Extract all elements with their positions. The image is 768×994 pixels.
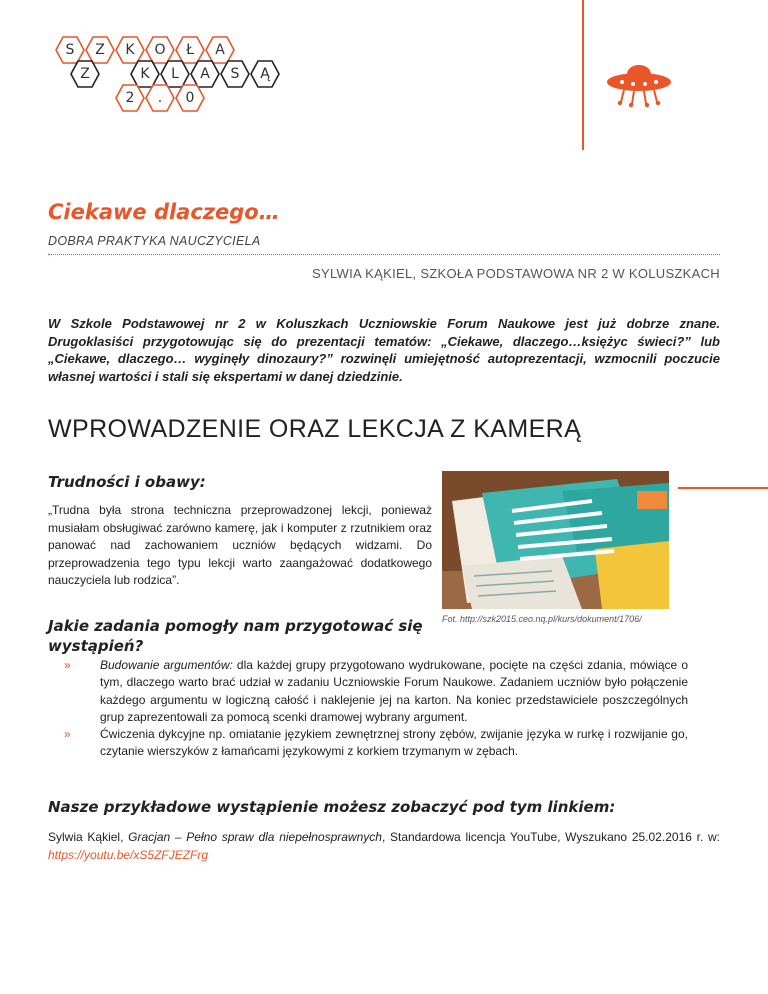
video-citation bbox=[48, 829, 720, 864]
ufo-icon bbox=[604, 62, 674, 108]
citation-work: Gracjan – Pełno spraw dla niepełnosprawnych bbox=[128, 830, 382, 844]
section-heading: WPROWADZENIE ORAZ LEKCJA Z KAMERĄ bbox=[48, 415, 582, 443]
logo-hex: A bbox=[205, 36, 235, 64]
teacher-quote: „Trudna była strona techniczna przeprowadzonej lekcji, ponieważ musiałam obsługiwać zarówno kamerę, jak i komputer z rzutnikiem oraz panować nad zachowaniem uczniów będących widzami. Do przeprowadzenia tego typu lekcji warto zaangażować dodatkowego nauczyciela lub rodzica”. bbox=[48, 503, 432, 587]
logo-hex: A bbox=[190, 60, 220, 88]
subheading-tasks: Jakie zadania pomogły nam przygotować się wystąpień? bbox=[48, 617, 423, 655]
subheading-difficulties: Trudności i obawy: bbox=[48, 473, 206, 491]
task-lead: Budowanie argumentów: bbox=[100, 658, 233, 672]
article-title: Ciekawe dlaczego… bbox=[48, 200, 280, 224]
photo-caption: Fot. http://szk2015.ceo.nq.pl/kurs/dokument/1706/ bbox=[442, 614, 642, 624]
logo-hex: S bbox=[55, 36, 85, 64]
youtube-link[interactable]: https://youtu.be/xS5ZFJEZFrg bbox=[48, 847, 209, 862]
logo-hex: K bbox=[130, 60, 160, 88]
logo-hex: 2 bbox=[115, 84, 145, 112]
lesson-photo bbox=[442, 471, 669, 609]
article-author: SYLWIA KĄKIEL, SZKOŁA PODSTAWOWA NR 2 W KOLUSZKACH bbox=[312, 266, 720, 281]
logo-hex: L bbox=[160, 60, 190, 88]
list-item bbox=[48, 726, 688, 761]
logo-hex: S bbox=[220, 60, 250, 88]
article-category: DOBRA PRAKTYKA NAUCZYCIELA bbox=[48, 234, 261, 248]
logo-hex: 0 bbox=[175, 84, 205, 112]
list-item bbox=[48, 657, 688, 726]
citation-rest: , Standardowa licencja YouTube, Wyszukano 25.02.2016 r. w: bbox=[381, 830, 721, 844]
logo-hex: Z bbox=[85, 36, 115, 64]
citation-author: Sylwia Kąkiel, bbox=[48, 830, 129, 844]
logo-hex: O bbox=[145, 36, 175, 64]
task-text: dla każdej grupy przygotowano wydrukowane, pocięte na części zdania, mówiące o tym, dlaczego warto brać udział w zadaniu Uczniowskie Forum Naukowe. Zadaniem uczniów było połączenie każdego argumentu w logiczną całość i naklejenie jej na karton. Na koniec przedstawiciele poszczególnych grup zaprezentowali za pomocą scenki dramowej wybrany argument. bbox=[100, 658, 688, 724]
tasks-list bbox=[48, 657, 688, 761]
side-accent-bar bbox=[678, 487, 768, 489]
szkola-z-klasa-logo bbox=[55, 36, 275, 116]
logo-hex: Ą bbox=[250, 60, 280, 88]
dotted-separator bbox=[48, 254, 720, 255]
subheading-video: Nasze przykładowe wystąpienie możesz zobaczyć pod tym linkiem: bbox=[48, 798, 616, 816]
logo-hex: K bbox=[115, 36, 145, 64]
logo-hex: Ł bbox=[175, 36, 205, 64]
task-text: Ćwiczenia dykcyjne np. omiatanie językiem zewnętrznej strony zębów, zwijanie języka w rurkę i rozwijanie go, czytanie wierszyków z łamańcami językowymi z korkiem trzymanym w zębach. bbox=[100, 727, 688, 759]
lead-paragraph: W Szkole Podstawowej nr 2 w Koluszkach Uczniowskie Forum Naukowe jest już dobrze znane. Drugoklasiści przygotowując się do prezentacji tematów: „Ciekawe, dlaczego…księżyc świeci?” lub „Ciekawe, dlaczego… wyginęły dinozaury?” rozwinęli umiejętność autoprezentacji, wzmocnili poczucie własnej wartości i stali się ekspertami w danej dziedzinie. bbox=[48, 316, 720, 384]
header-divider bbox=[582, 0, 584, 150]
logo-hex: Z bbox=[70, 60, 100, 88]
bullet-icon: » bbox=[64, 727, 71, 742]
bullet-icon: » bbox=[64, 658, 71, 672]
logo-hex: . bbox=[145, 84, 175, 112]
